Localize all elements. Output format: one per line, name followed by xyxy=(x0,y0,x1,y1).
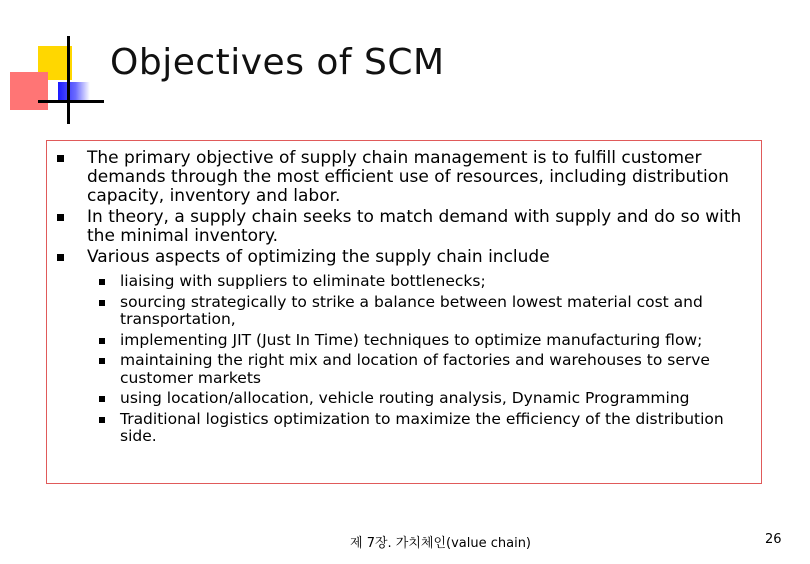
bullet-text: In theory, a supply chain seeks to match demand with supply and do so with the minimal inventory. xyxy=(87,207,742,246)
sub-bullet-text: liaising with suppliers to eliminate bottlenecks; xyxy=(120,272,486,290)
sub-bullet-text: implementing JIT (Just In Time) techniques to optimize manufacturing flow; xyxy=(120,330,703,349)
sub-bullet-list xyxy=(87,273,747,446)
square-bullet-icon xyxy=(99,300,105,306)
sub-bullet-item xyxy=(87,390,747,408)
bullet-text: The primary objective of supply chain management is to fulfill customer demands through the most efficient use of resources, including distribution capacity, inventory and labor. xyxy=(87,148,729,206)
square-bullet-icon xyxy=(57,214,64,221)
slide-title: Objectives of SCM xyxy=(110,42,445,83)
sub-bullet-text: maintaining the right mix and location of factories and warehouses to serve customer markets xyxy=(120,351,710,387)
sub-bullet-text: Traditional logistics optimization to maximize the efficiency of the distribution side. xyxy=(120,409,724,445)
slide-logo-decoration xyxy=(0,0,110,130)
sub-bullet-item xyxy=(87,411,747,446)
sub-bullet-text: sourcing strategically to strike a balance between lowest material cost and transportation, xyxy=(120,292,703,328)
main-bullet-list xyxy=(47,149,747,449)
logo-blue-bar xyxy=(58,82,90,102)
square-bullet-icon xyxy=(99,338,105,344)
footer-chapter-label: 제 7장. 가치체인(value chain) xyxy=(350,536,532,551)
square-bullet-icon xyxy=(99,417,105,423)
logo-red-square xyxy=(10,72,48,110)
square-bullet-icon xyxy=(99,358,105,364)
bullet-item xyxy=(47,208,747,246)
square-bullet-icon xyxy=(57,155,64,162)
sub-bullet-item xyxy=(87,332,747,350)
logo-horizontal-line xyxy=(38,100,104,103)
bullet-item xyxy=(47,149,747,206)
square-bullet-icon xyxy=(99,396,105,402)
sub-bullet-item xyxy=(87,294,747,329)
sub-bullet-text: using location/allocation, vehicle routing analysis, Dynamic Programming xyxy=(120,389,690,407)
logo-vertical-line xyxy=(67,36,70,124)
page-number: 26 xyxy=(765,532,782,547)
sub-bullet-item xyxy=(87,352,747,387)
square-bullet-icon xyxy=(99,279,105,285)
sub-bullet-item xyxy=(87,273,747,291)
content-box xyxy=(46,140,762,484)
bullet-text: Various aspects of optimizing the supply chain include xyxy=(87,247,550,267)
square-bullet-icon xyxy=(57,254,64,261)
bullet-item xyxy=(47,248,747,446)
